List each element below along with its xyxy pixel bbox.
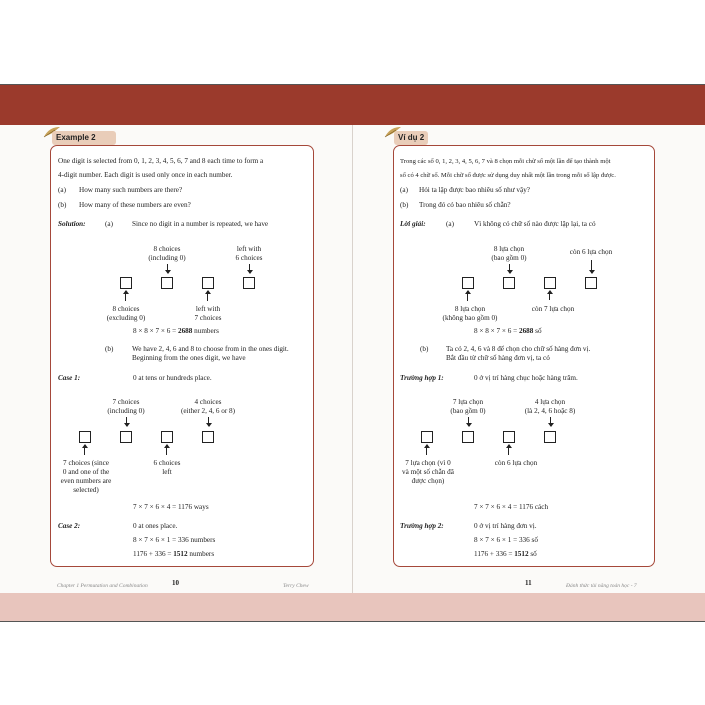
case-1-label: Trường hợp 1: [400,374,444,382]
digit-box [421,431,433,443]
solution-label: Solution: [58,220,86,228]
result-line: 7 × 7 × 6 × 4 = 1176 cách [474,503,549,511]
label: (including 0) [148,254,186,262]
top-color-band [0,85,705,125]
down-arrow-icon [468,417,469,426]
up-arrow-icon [549,291,550,300]
solution-a-text: Since no digit in a number is repeated, we have [132,220,269,228]
case-2-label: Case 2: [58,522,81,530]
footer-book-title: Đánh thức tài năng toán học - 7 [566,583,637,589]
digit-box [462,431,474,443]
solution-b-line-2: Bắt đầu từ chữ số hàng đơn vị, ta có [446,354,550,362]
question-b-label: (b) [400,201,409,209]
intro-line-2: số có 4 chữ số. Mỗi chữ số được sử dụng duy nhất một lần trong mỗi số lập được. [400,172,616,179]
intro-line-2: 4-digit number. Each digit is used only once in each number. [58,171,233,179]
example-heading: Ví dụ 2 [398,133,424,142]
label: còn 6 lựa chọn [494,459,538,467]
footer-author: Terry Chew [283,583,309,589]
question-a-label: (a) [58,186,66,194]
label: còn 6 lựa chọn [569,248,613,256]
footer-chapter: Chapter 1 Permutation and Combination [57,583,148,589]
label: 7 choices (since [63,459,109,467]
digit-box [544,277,556,289]
up-arrow-icon [426,445,427,455]
solution-label: Lời giải: [400,220,426,228]
digit-box [161,277,173,289]
label: 8 choices [112,305,140,313]
case-1-text: 0 ở vị trí hàng chục hoặc hàng trăm. [474,374,578,382]
label: 7 choices [194,314,222,322]
solution-a-label: (a) [105,220,113,228]
example-heading: Example 2 [56,133,96,142]
case-2-text: 0 ở vị trí hàng đơn vị. [474,522,537,530]
label: 7 choices [112,398,140,406]
case-2-label: Trường hợp 2: [400,522,444,530]
digit-box [503,277,515,289]
up-arrow-icon [125,291,126,301]
page-number: 11 [525,579,532,587]
label: (không bao gồm 0) [442,314,498,322]
question-a: How many such numbers are there? [79,186,183,194]
case-1-text: 0 at tens or hundreds place. [133,374,212,382]
solution-a-label: (a) [446,220,454,228]
case-2-calc: 8 × 7 × 6 × 1 = 336 numbers [133,536,216,544]
label: (including 0) [107,407,145,415]
label: 8 choices [153,245,181,253]
down-arrow-icon [509,264,510,273]
case-2-calc: 8 × 7 × 6 × 1 = 336 số [474,536,538,544]
up-arrow-icon [508,445,509,455]
case-2-text: 0 at ones place. [133,522,178,530]
digit-box [120,431,132,443]
up-arrow-icon [467,291,468,301]
label: còn 7 lựa chọn [531,305,575,313]
label: even numbers are [60,477,112,485]
label: 4 choices [194,398,222,406]
down-arrow-icon [126,417,127,426]
label: selected) [73,486,99,494]
solution-b-label: (b) [420,345,429,353]
total-line: 1176 + 336 = 1512 số [474,550,537,558]
label: (bao gồm 0) [450,407,486,415]
solution-b-line-2: Beginning from the ones digit, we have [132,354,246,362]
digit-box [243,277,255,289]
solution-b-line-1: Ta có 2, 4, 6 và 8 để chọn cho chữ số hàng đơn vị. [446,345,591,353]
bottom-color-band [0,593,705,621]
label: 7 lựa chọn [452,398,484,406]
intro-line-1: One digit is selected from 0, 1, 2, 3, 4, 5, 6, 7 and 8 each time to form a [58,157,264,165]
question-b-label: (b) [58,201,67,209]
result-line: 8 × 8 × 7 × 6 = 2688 số [474,327,542,335]
down-arrow-icon [249,264,250,273]
label: 4 lựa chọn [534,398,566,406]
result-line: 8 × 8 × 7 × 6 = 2688 numbers [133,327,219,335]
total-line: 1176 + 336 = 1512 numbers [133,550,215,558]
digit-box [503,431,515,443]
label: left [162,468,172,476]
up-arrow-icon [166,445,167,455]
digit-box [120,277,132,289]
label: và một số chẵn đã [402,468,454,476]
case-1-label: Case 1: [58,374,81,382]
down-arrow-icon [208,417,209,426]
label: (either 2, 4, 6 or 8) [180,407,236,415]
label: 8 lựa chọn [454,305,486,313]
down-arrow-icon [550,417,551,426]
question-a-label: (a) [400,186,408,194]
label: được chọn) [411,477,445,485]
solution-b-line-1: We have 2, 4, 6 and 8 to choose from in the ones digit. [132,345,289,353]
label: 6 choices [153,459,181,467]
label: (excluding 0) [106,314,146,322]
digit-box [161,431,173,443]
up-arrow-icon [207,291,208,301]
label: left with [236,245,262,253]
down-arrow-icon [591,260,592,273]
page-number: 10 [172,579,179,587]
question-b: How many of these numbers are even? [79,201,191,209]
digit-box [585,277,597,289]
down-arrow-icon [167,264,168,273]
book-spine [352,125,353,593]
solution-b-label: (b) [105,345,114,353]
question-b: Trong đó có bao nhiêu số chẵn? [419,201,511,209]
digit-box [544,431,556,443]
label: (bao gồm 0) [491,254,527,262]
label: 6 choices [235,254,263,262]
label: 8 lựa chọn [493,245,525,253]
digit-box [462,277,474,289]
label: left with [195,305,221,313]
result-line: 7 × 7 × 6 × 4 = 1176 ways [133,503,209,511]
label: 7 lựa chọn (vì 0 [405,459,451,467]
digit-box [202,431,214,443]
question-a: Hỏi ta lập được bao nhiêu số như vậy? [419,186,530,194]
digit-box [202,277,214,289]
up-arrow-icon [84,445,85,455]
label: 0 and one of the [62,468,110,476]
label: (là 2, 4, 6 hoặc 8) [524,407,576,415]
solution-a-text: Vì không có chữ số nào được lặp lại, ta có [474,220,596,228]
intro-line-1: Trong các số 0, 1, 2, 3, 4, 5, 6, 7 và 8 chọn mỗi chữ số một lần để tạo thành một [400,158,611,165]
digit-box [79,431,91,443]
